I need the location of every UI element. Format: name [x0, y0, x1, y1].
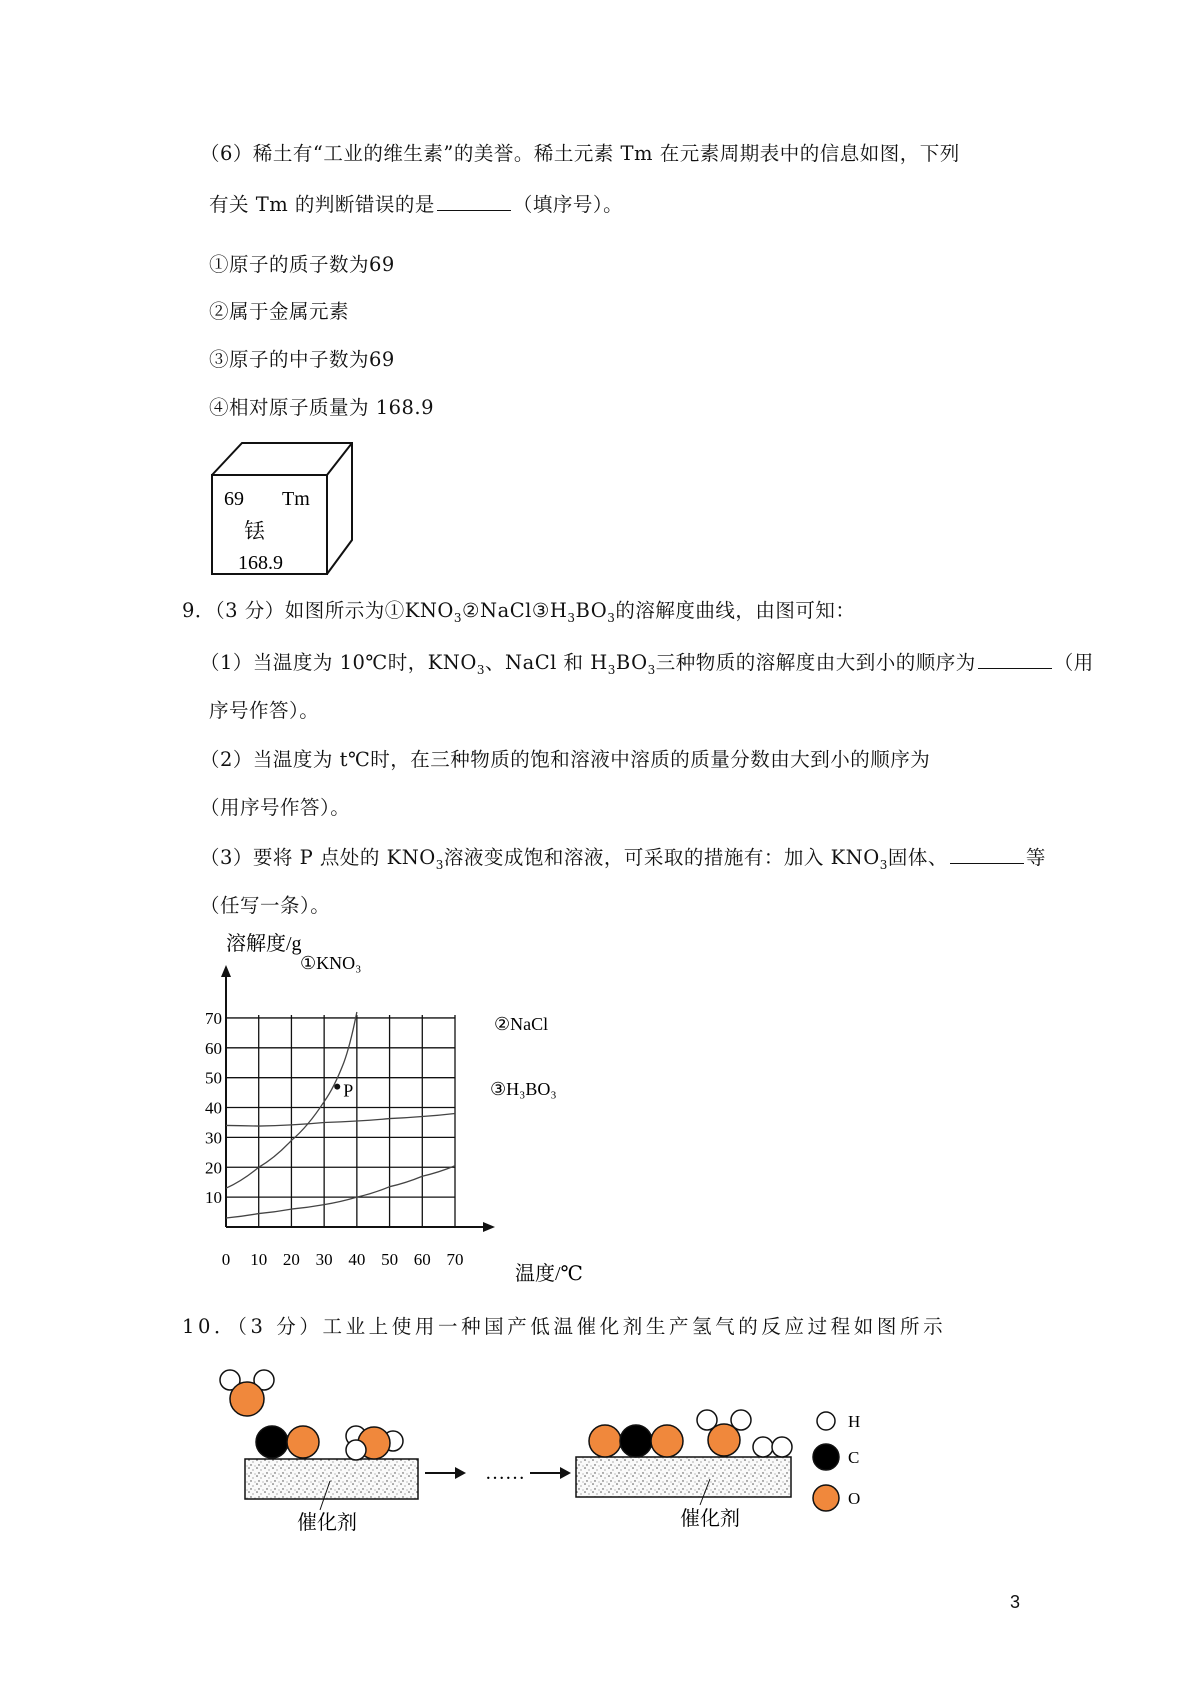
q8-option-1: ①原子的质子数为69	[209, 253, 395, 276]
q8-option-4: ④相对原子质量为 168.9	[209, 396, 435, 419]
element-atomic-number: 69	[224, 488, 244, 510]
y-tick-label: 30	[205, 1128, 222, 1148]
chart-xlabel: 温度/℃	[515, 1263, 583, 1285]
subscript: 3	[607, 662, 616, 677]
y-tick-label: 70	[205, 1008, 222, 1028]
q9-heading-part: ②NaCl③H	[462, 599, 568, 622]
arrow-right-icon	[530, 1467, 571, 1479]
reaction-diagram	[200, 1355, 920, 1545]
subscript: 3	[567, 610, 576, 625]
q8-part6-line2-text: 有关 Tm 的判断错误的是	[209, 193, 435, 216]
atom-legend	[813, 1412, 860, 1511]
y-tick-label: 50	[205, 1068, 222, 1088]
q9-part1-text: （1）当温度为 10℃时，KNO	[200, 651, 477, 674]
q9-heading	[182, 597, 855, 625]
q8-part6-line2	[209, 190, 623, 219]
q9-part1-text: BO	[615, 651, 648, 674]
q8-option-3: ③原子的中子数为69	[209, 348, 395, 371]
subscript: 3	[435, 857, 444, 872]
chart-ylabel: 溶解度/g	[226, 933, 302, 955]
legend-c-swatch	[813, 1444, 839, 1470]
q9-part2-line1: （2）当温度为 t℃时，在三种物质的饱和溶液中溶质的质量分数由大到小的顺序为	[200, 748, 931, 771]
element-name: 铥	[244, 519, 265, 543]
series-label-3: ③H₃BO₃	[490, 1079, 557, 1099]
q9-part3-text: 固体、	[887, 846, 948, 869]
subscript: 3	[647, 662, 656, 677]
solubility-chart	[200, 925, 620, 1295]
q8-part6-line1: （6）稀土有“工业的维生素”的美誉。稀土元素 Tm 在元素周期表中的信息如图，下列	[200, 142, 960, 165]
catalyst-block-left	[245, 1459, 418, 1499]
answer-blank[interactable]	[437, 190, 511, 211]
q8-option-2: ②属于金属元素	[209, 300, 350, 323]
q9-part3-text: 等	[1025, 846, 1046, 869]
co-molecule-left	[256, 1426, 319, 1458]
x-tick-label: 40	[348, 1250, 366, 1269]
x-tick-label: 20	[282, 1250, 300, 1269]
q9-part3-text: （3）要将 P 点处的 KNO	[200, 846, 436, 869]
answer-blank[interactable]	[978, 648, 1052, 669]
catalyst-block-right	[576, 1457, 791, 1497]
q9-part3-line1	[200, 843, 1046, 872]
x-tick-label: 30	[315, 1250, 333, 1269]
x-tick-label: 10	[250, 1250, 268, 1269]
q9-part2-line2: （用序号作答）。	[200, 796, 351, 819]
co2-molecule	[589, 1425, 683, 1457]
arrow-right-icon	[425, 1467, 466, 1479]
q9-part1-line2: 序号作答）。	[209, 699, 320, 722]
q8-part6-line2-suffix: （填序号）。	[512, 193, 624, 216]
h2-molecule	[753, 1437, 792, 1457]
y-axis-arrow-icon	[221, 965, 231, 977]
element-symbol: Tm	[282, 488, 310, 510]
legend-h-label: H	[848, 1412, 861, 1431]
x-tick-label: 0	[221, 1250, 231, 1269]
element-mass: 168.9	[238, 552, 283, 574]
q9-heading-part: 9．（3 分）如图所示为①KNO	[182, 599, 454, 622]
q9-part3-line2: （任写一条）。	[200, 894, 331, 917]
catalyst-label-right: 催化剂	[680, 1508, 740, 1530]
y-tick-label: 20	[205, 1158, 222, 1178]
y-tick-label: 10	[205, 1188, 222, 1208]
series-label-2: ②NaCl	[494, 1014, 549, 1034]
legend-o-label: O	[848, 1489, 861, 1508]
series-line-3	[226, 1166, 455, 1218]
q9-part1-line1	[200, 648, 1094, 677]
y-tick-label: 40	[205, 1098, 222, 1118]
q9-heading-part: 的溶解度曲线，由图可知：	[615, 599, 856, 622]
point-p-marker	[334, 1084, 340, 1090]
x-tick-label: 60	[413, 1250, 431, 1269]
point-p-label: P	[343, 1080, 354, 1101]
legend-c-label: C	[848, 1448, 860, 1467]
x-tick-label: 50	[381, 1250, 399, 1269]
ellipsis-dots: ……	[485, 1462, 525, 1484]
series-line-2	[226, 1114, 455, 1127]
legend-h-swatch	[817, 1412, 835, 1430]
subscript: 3	[879, 857, 888, 872]
q9-part1-text: （用	[1053, 651, 1094, 674]
page-number: 3	[1010, 1592, 1021, 1612]
x-axis-arrow-icon	[483, 1222, 495, 1232]
water-molecule-top	[220, 1370, 274, 1416]
subscript: 3	[453, 610, 463, 625]
q9-heading-part: BO	[575, 599, 608, 622]
x-tick-label: 70	[446, 1250, 464, 1269]
q9-part1-text: 三种物质的溶解度由大到小的顺序为	[655, 651, 976, 674]
y-tick-label: 60	[205, 1038, 222, 1058]
answer-blank[interactable]	[950, 843, 1024, 864]
subscript: 3	[607, 610, 616, 625]
element-card	[210, 440, 360, 580]
catalyst-label-left: 催化剂	[297, 1512, 357, 1534]
legend-o-swatch	[813, 1485, 839, 1511]
water-molecule-right	[697, 1410, 751, 1456]
q9-part1-text: 、NaCl 和 H	[485, 651, 608, 674]
q10-heading: 10．（3 分）工业上使用一种国产低温催化剂生产氢气的反应过程如图所示	[182, 1315, 947, 1338]
water-molecule-on-catalyst	[346, 1426, 403, 1460]
series-label-1: ①KNO₃	[300, 953, 362, 973]
subscript: 3	[476, 662, 485, 677]
q9-part3-text: 溶液变成饱和溶液，可采取的措施有：加入 KNO	[443, 846, 880, 869]
